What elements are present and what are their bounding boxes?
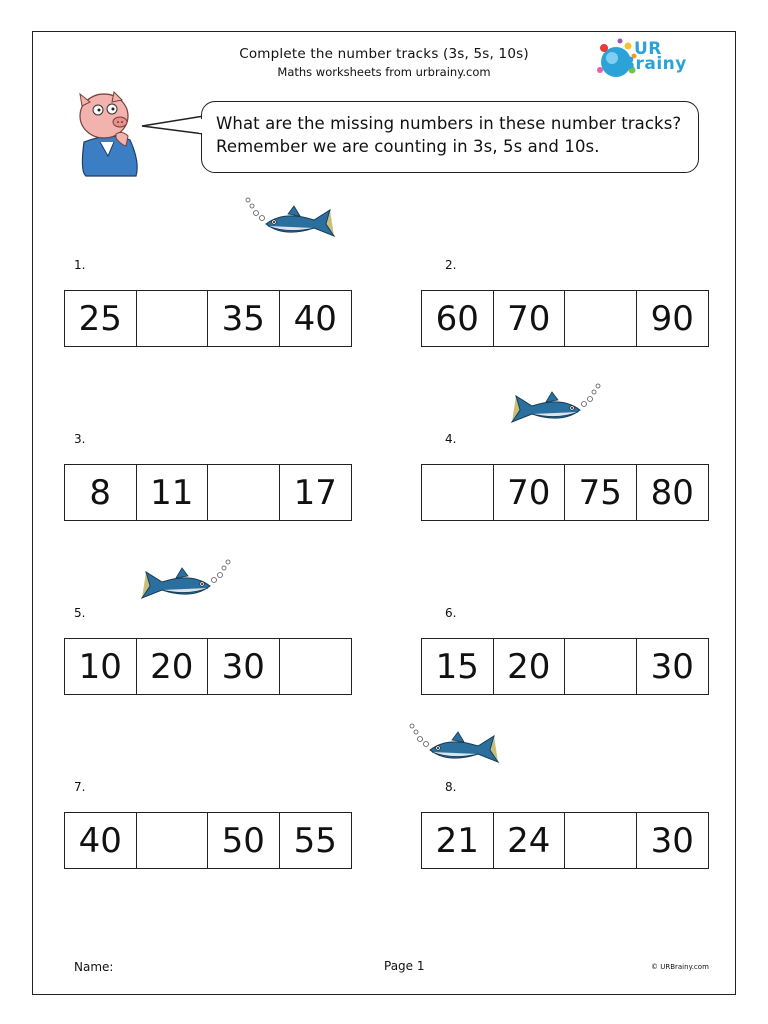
track-cell-blank[interactable] <box>280 639 352 694</box>
track-cell-blank[interactable] <box>137 291 209 346</box>
track-cell: 20 <box>494 639 566 694</box>
question-label: 5. <box>74 606 86 620</box>
number-track-2 <box>421 290 709 347</box>
track-cell: 8 <box>65 465 137 520</box>
track-cell: 17 <box>293 472 337 513</box>
track-cell: 60 <box>422 291 494 346</box>
number-track-5 <box>64 638 352 695</box>
name-label: Name: <box>74 960 114 974</box>
track-cell: 11 <box>137 465 209 520</box>
number-track-6 <box>421 638 709 695</box>
track-cell-blank[interactable] <box>565 813 637 868</box>
track-cell: 40 <box>293 298 337 339</box>
page-number: Page 1 <box>384 959 425 973</box>
logo-text-bottom: Brainy <box>622 54 687 74</box>
track-cell-blank[interactable] <box>565 639 637 694</box>
track-cell: 70 <box>494 465 566 520</box>
question-label: 2. <box>445 258 457 272</box>
track-cell: 21 <box>422 813 494 868</box>
fish-icon <box>506 382 602 424</box>
page-subtitle: Maths worksheets from urbrainy.com <box>277 65 491 79</box>
track-cell: 35 <box>208 291 280 346</box>
track-cell-blank[interactable] <box>565 291 637 346</box>
number-track-4 <box>421 464 709 521</box>
speech-bubble-tail-cover <box>196 114 206 138</box>
fish-icon <box>408 722 504 764</box>
track-cell-blank[interactable] <box>208 465 280 520</box>
number-track-7 <box>64 812 352 869</box>
number-track-3 <box>64 464 352 521</box>
instruction-line-1: What are the missing numbers in these number tracks? <box>216 114 682 133</box>
fish-icon <box>244 196 340 238</box>
question-label: 7. <box>74 780 86 794</box>
track-cell: 80 <box>650 472 694 513</box>
number-track-8 <box>421 812 709 869</box>
track-cell: 15 <box>422 639 494 694</box>
track-cell: 40 <box>65 813 137 868</box>
question-label: 1. <box>74 258 86 272</box>
track-cell: 25 <box>65 291 137 346</box>
logo-wordmark <box>620 39 687 74</box>
question-label: 3. <box>74 432 86 446</box>
track-cell: 10 <box>65 639 137 694</box>
track-cell: 30 <box>208 639 280 694</box>
page-title: Complete the number tracks (3s, 5s, 10s) <box>239 46 529 62</box>
instruction-line-2: Remember we are counting in 3s, 5s and 10s. <box>216 137 600 156</box>
pig-character-icon <box>70 82 150 178</box>
track-cell: 50 <box>208 813 280 868</box>
track-cell: 75 <box>565 465 637 520</box>
copyright-notice: © URBrainy.com <box>651 963 709 971</box>
track-cell: 20 <box>137 639 209 694</box>
track-cell-blank[interactable] <box>137 813 209 868</box>
question-label: 6. <box>445 606 457 620</box>
question-label: 8. <box>445 780 457 794</box>
track-cell: 30 <box>650 820 694 861</box>
track-cell: 90 <box>650 298 694 339</box>
track-cell: 30 <box>650 646 694 687</box>
track-cell-blank[interactable] <box>422 465 494 520</box>
track-cell: 70 <box>494 291 566 346</box>
track-cell: 55 <box>293 820 337 861</box>
number-track-1 <box>64 290 352 347</box>
question-label: 4. <box>445 432 457 446</box>
fish-icon <box>136 558 232 600</box>
logo-text-top: UR <box>634 39 662 59</box>
track-cell: 24 <box>494 813 566 868</box>
